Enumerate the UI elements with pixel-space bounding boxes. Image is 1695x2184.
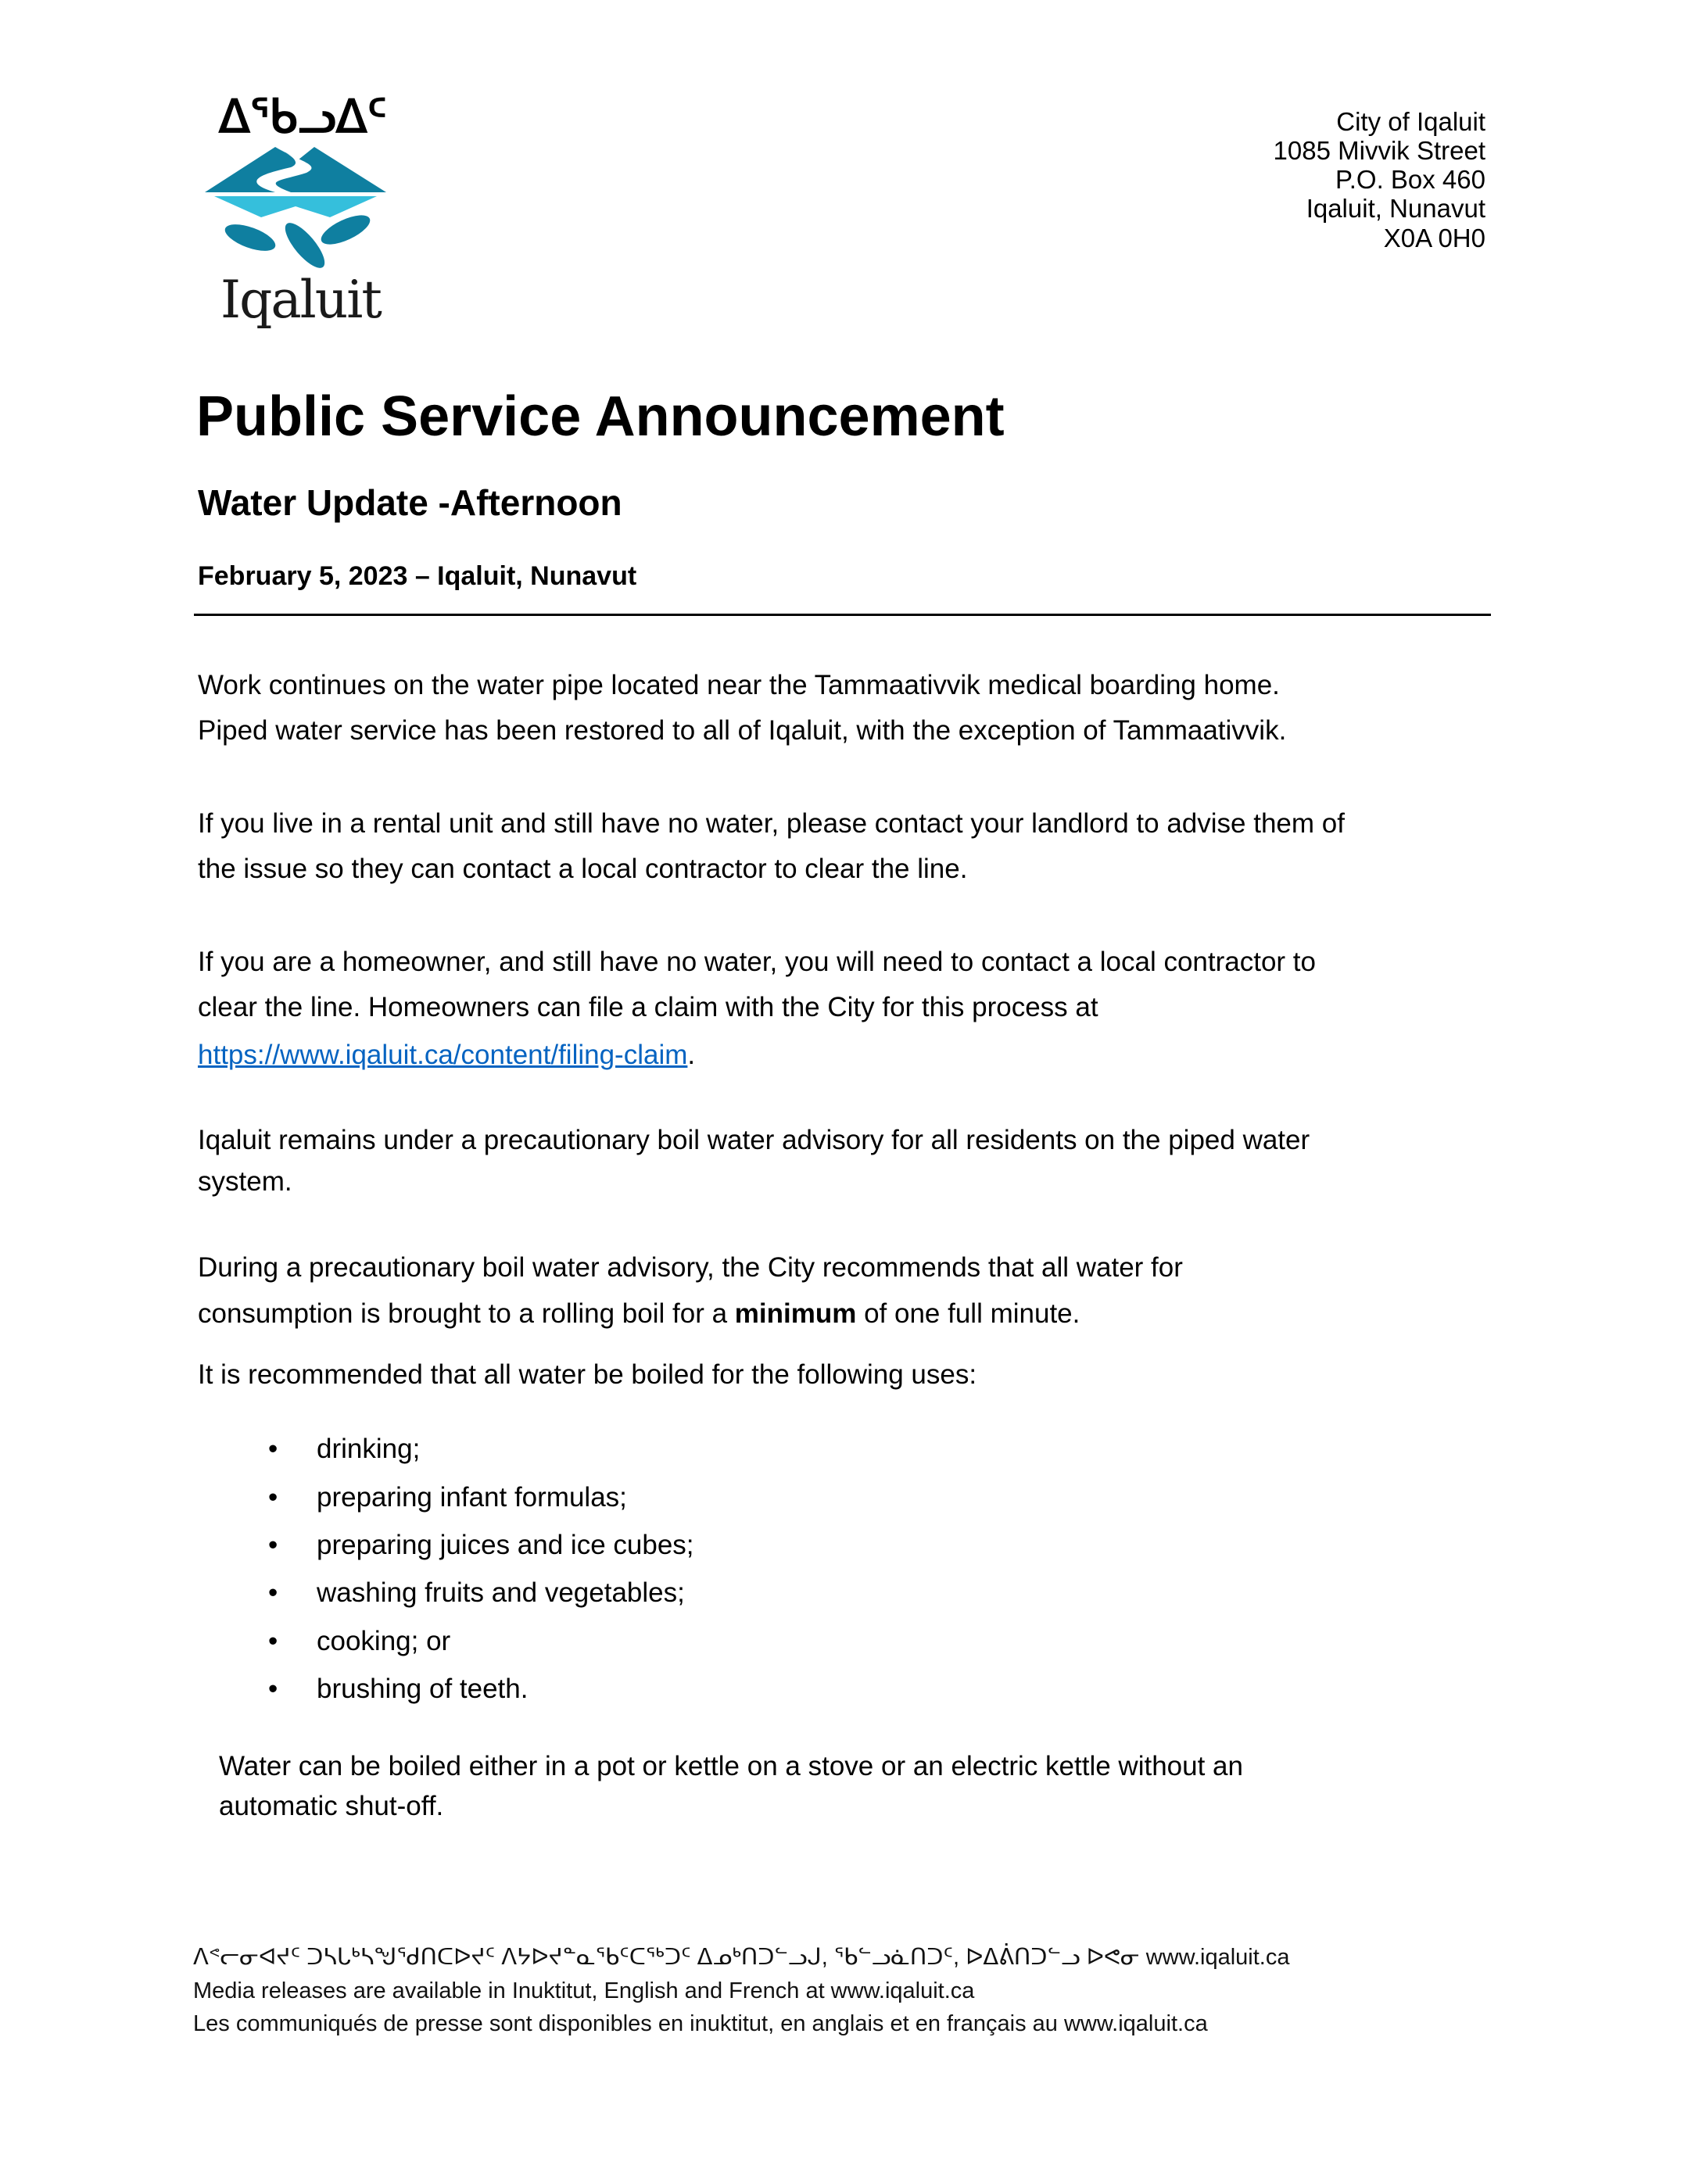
body-text: It is recommended that all water be boiled for the following uses: xyxy=(198,1359,977,1390)
list-item: drinking; xyxy=(317,1434,421,1464)
header-divider xyxy=(194,614,1491,616)
city-logo xyxy=(205,92,386,335)
footer-english: Media releases are available in Inuktitut, English and French at www.iqaluit.ca xyxy=(193,1978,975,2003)
footer-inuktitut: ᐱᕝᓕᓂᐊᔪᑦ ᑐᓴᒐᒃᓴᖑᖁᑎᑕᐅᔪᑦ ᐱᔭᐅᔪᓐᓇᖃᑦᑕᖅᑐᑦ ᐃᓄᒃᑎᑐᓪᓗᒍ, ᖃᓪᓗᓈᑎᑐᑦ, ᐅᐃᕖᑎᑐᓪᓗ ᐅᕙᓂ www.iqaluit.ca xyxy=(193,1945,1290,1970)
body-text: the issue so they can contact a local contractor to clear the line. xyxy=(198,854,968,884)
body-text: During a precautionary boil water advisory, the City recommends that all water for xyxy=(198,1252,1183,1283)
filing-claim-line xyxy=(198,1038,695,1072)
filing-claim-link[interactable]: https://www.iqaluit.ca/content/filing-claim xyxy=(198,1040,688,1070)
body-text: Piped water service has been restored to all of Iqaluit, with the exception of Tammaativvik. xyxy=(198,715,1287,746)
bullet-icon: • xyxy=(268,1626,278,1656)
bullet-icon: • xyxy=(268,1577,278,1608)
period: . xyxy=(687,1040,696,1070)
logo-syllabics: ᐃᖃᓗᐃᑦ xyxy=(219,91,387,142)
body-text: Water can be boiled either in a pot or kettle on a stove or an electric kettle without an xyxy=(219,1751,1243,1781)
address-line: P.O. Box 460 xyxy=(1335,165,1485,194)
bullet-icon: • xyxy=(268,1674,278,1704)
dateline: February 5, 2023 – Iqaluit, Nunavut xyxy=(198,561,637,591)
address-line: Iqaluit, Nunavut xyxy=(1306,194,1485,223)
body-text: If you live in a rental unit and still have no water, please contact your landlord to advise them of xyxy=(198,808,1345,839)
logo-wordmark: Iqaluit xyxy=(220,270,381,330)
address-line: X0A 0H0 xyxy=(1383,224,1485,252)
subtitle: Water Update -Afternoon xyxy=(198,482,622,523)
body-text: If you are a homeowner, and still have no water, you will need to contact a local contractor to xyxy=(198,947,1316,977)
page-title: Public Service Announcement xyxy=(196,385,1005,448)
bullet-icon: • xyxy=(268,1482,278,1513)
text-run: consumption is brought to a rolling boil for a xyxy=(198,1298,735,1329)
body-text: automatic shut-off. xyxy=(219,1791,444,1821)
bullet-icon: • xyxy=(268,1434,278,1464)
bullet-icon: • xyxy=(268,1530,278,1560)
list-item: cooking; or xyxy=(317,1626,451,1656)
body-text: clear the line. Homeowners can file a claim with the City for this process at xyxy=(198,992,1098,1022)
body-text xyxy=(198,1297,1080,1331)
footer-french: Les communiqués de presse sont disponibles en inuktitut, en anglais et en français au www.iqaluit.ca xyxy=(193,2011,1208,2036)
address-line: 1085 Mivvik Street xyxy=(1273,136,1485,165)
body-text: Iqaluit remains under a precautionary boil water advisory for all residents on the piped water xyxy=(198,1125,1310,1155)
list-item: washing fruits and vegetables; xyxy=(317,1577,685,1608)
list-item: preparing infant formulas; xyxy=(317,1482,627,1513)
body-text: Work continues on the water pipe located near the Tammaativvik medical boarding home. xyxy=(198,670,1280,700)
emphasis-minimum: minimum xyxy=(734,1298,857,1329)
list-item: brushing of teeth. xyxy=(317,1674,529,1704)
body-text: system. xyxy=(198,1166,292,1197)
text-run: of one full minute. xyxy=(856,1298,1080,1329)
list-item: preparing juices and ice cubes; xyxy=(317,1530,694,1560)
address-line: City of Iqaluit xyxy=(1336,107,1485,136)
logo-emblem-icon xyxy=(205,145,386,278)
